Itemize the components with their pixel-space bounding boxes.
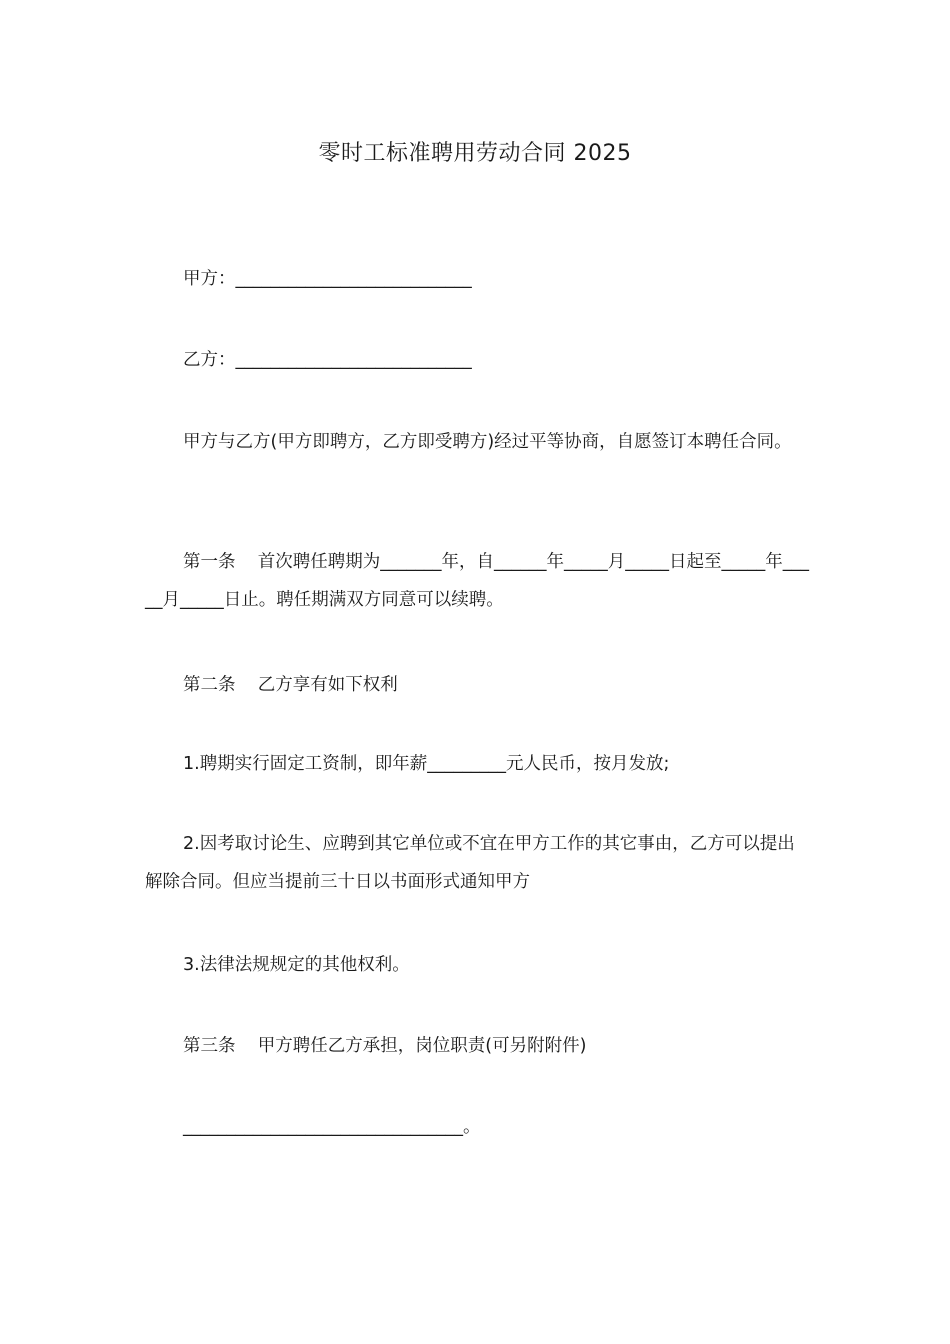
article-3-heading: 第三条 甲方聘任乙方承担，岗位职责(可另附附件) [183, 1036, 587, 1056]
document-title: 零时工标准聘用劳动合同 2025 [318, 141, 632, 166]
party-a-line: 甲方：___________________________ [183, 269, 472, 289]
intro-paragraph: 甲方与乙方(甲方即聘方，乙方即受聘方)经过平等协商，自愿签订本聘任合同。 [183, 432, 792, 452]
article-2-item-2: 2.因考取讨论生、应聘到其它单位或不宜在甲方工作的其它事由，乙方可以提出解除合同。但应当提前三十日以书面形式通知甲方 [145, 834, 795, 892]
party-b-line: 乙方：___________________________ [183, 350, 472, 370]
article-2-item-1: 1.聘期实行固定工资制，即年薪_________元人民币，按月发放; [183, 754, 670, 774]
article-2-item-3: 3.法律法规规定的其他权利。 [183, 955, 410, 975]
article-2-heading: 第二条 乙方享有如下权利 [183, 675, 398, 695]
article-1: 第一条 首次聘任聘期为_______年，自______年_____月_____日起至_____年_____月_____日止。聘任期满双方同意可以续聘。 [145, 552, 809, 610]
duty-blank-line: ________________________________。 [183, 1117, 481, 1137]
